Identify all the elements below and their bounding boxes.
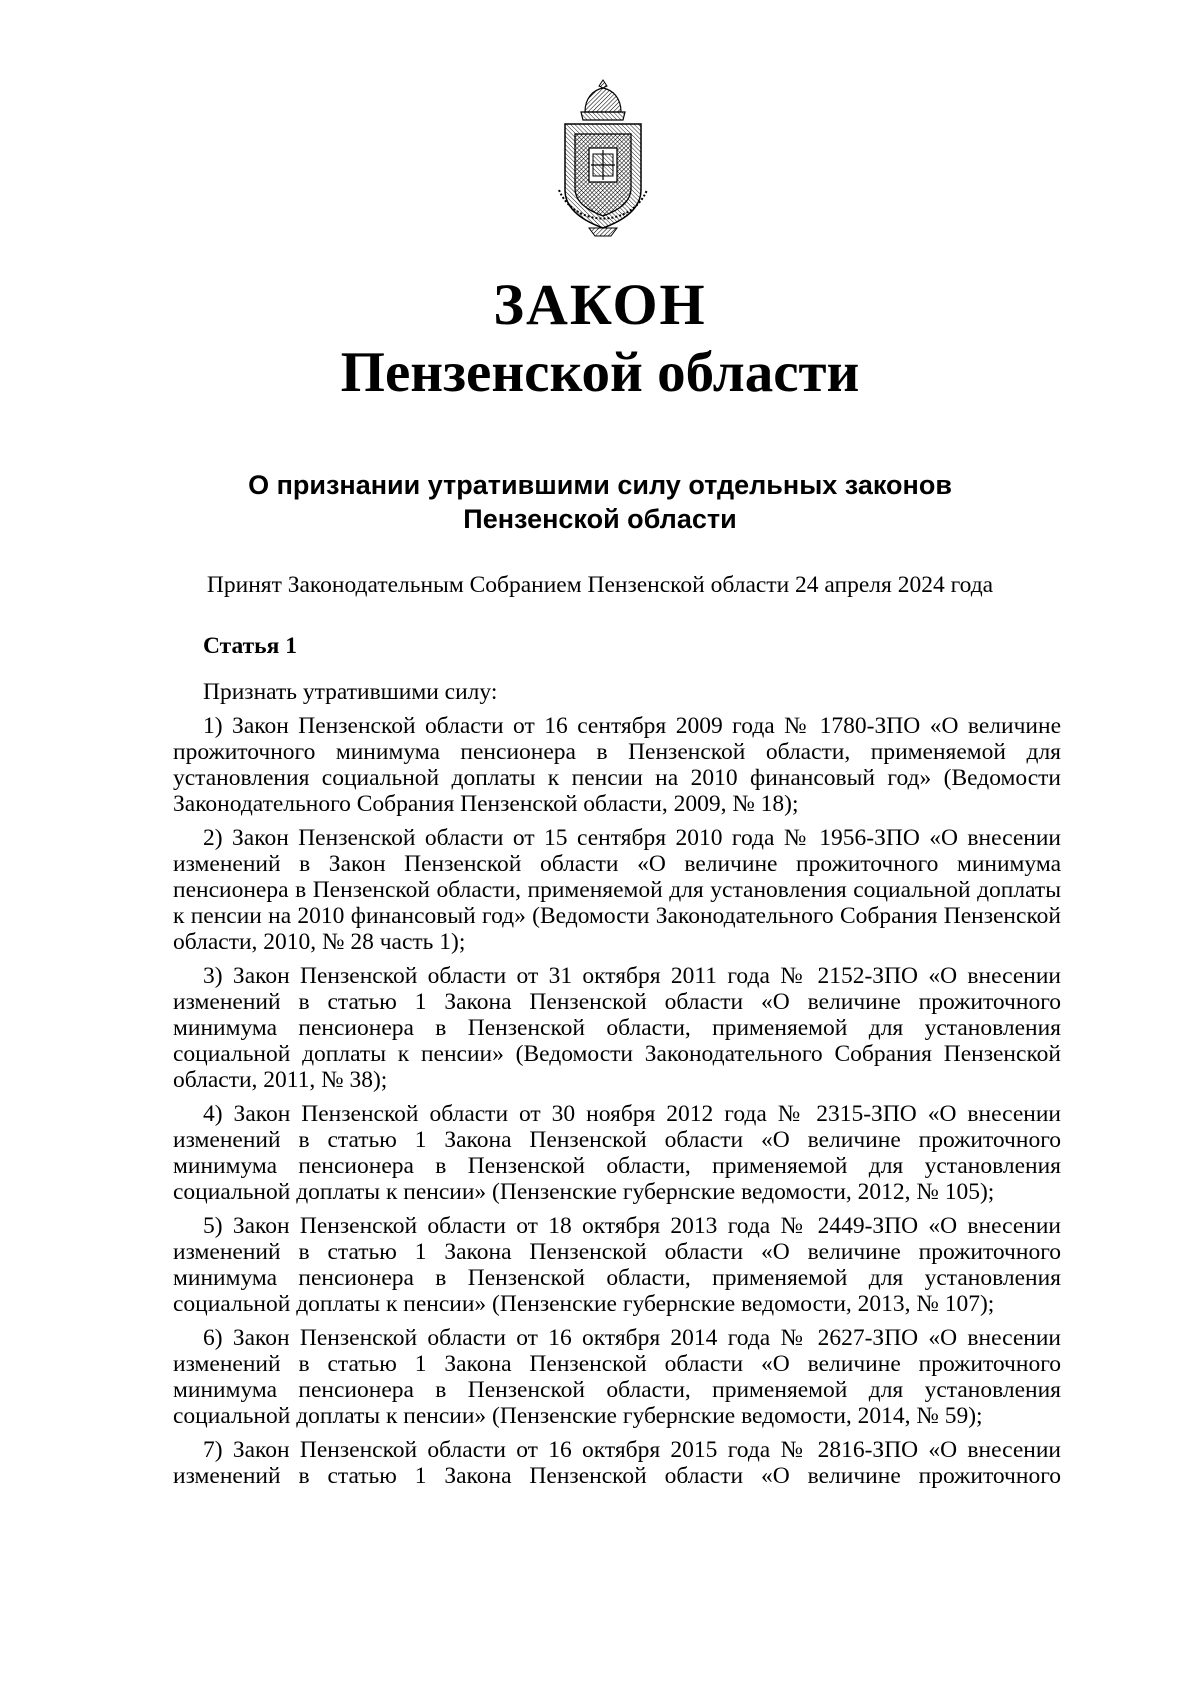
article-list-item: 3) Закон Пензенской области от 31 октября 2011 года № 2152-ЗПО «О внесении изменений в статью 1 Закона Пензенской области «О величине прожиточного минимума пенсионера в Пензенской области, применяемой для установления социальной доплаты к пенсии» (Ведомости Законодательного Собрания Пензенской области, 2011, № 38); bbox=[173, 963, 1061, 1093]
article-heading: Статья 1 bbox=[203, 633, 297, 659]
law-subject-line: Пензенской области bbox=[463, 504, 737, 534]
article-body bbox=[173, 633, 1061, 1497]
coat-of-arms-icon bbox=[545, 78, 661, 238]
law-subject bbox=[0, 468, 1200, 536]
law-region-title: Пензенской области bbox=[340, 341, 860, 404]
article-list-item: 2) Закон Пензенской области от 15 сентября 2010 года № 1956-ЗПО «О внесении изменений в Закон Пензенской области «О величине прожиточного минимума пенсионера в Пензенской области, применяемой для установления социальной доплаты к пенсии на 2010 финансовый год» (Ведомости Законодательного Собрания Пензенской области, 2010, № 28 часть 1); bbox=[173, 825, 1061, 955]
article-list-item: 7) Закон Пензенской области от 16 октября 2015 года № 2816-ЗПО «О внесении изменений в статью 1 Закона Пензенской области «О величине прожиточного bbox=[173, 1437, 1061, 1489]
law-subject-line: О признании утратившими силу отдельных законов bbox=[248, 470, 952, 500]
article-list-item: 5) Закон Пензенской области от 18 октября 2013 года № 2449-ЗПО «О внесении изменений в статью 1 Закона Пензенской области «О величине прожиточного минимума пенсионера в Пензенской области, применяемой для установления социальной доплаты к пенсии» (Пензенские губернские ведомости, 2013, № 107); bbox=[173, 1213, 1061, 1317]
adoption-statement: Принят Законодательным Собранием Пензенской области 24 апреля 2024 года bbox=[206, 572, 994, 598]
article-list-item: 1) Закон Пензенской области от 16 сентября 2009 года № 1780-ЗПО «О величине прожиточного минимума пенсионера в Пензенской области, применяемой для установления социальной доплаты к пенсии на 2010 финансовый год» (Ведомости Законодательного Собрания Пензенской области, 2009, № 18); bbox=[173, 713, 1061, 817]
article-list-item: 4) Закон Пензенской области от 30 ноября 2012 года № 2315-ЗПО «О внесении изменений в статью 1 Закона Пензенской области «О величине прожиточного минимума пенсионера в Пензенской области, применяемой для установления социальной доплаты к пенсии» (Пензенские губернские ведомости, 2012, № 105); bbox=[173, 1101, 1061, 1205]
article-list-item: 6) Закон Пензенской области от 16 октября 2014 года № 2627-ЗПО «О внесении изменений в статью 1 Закона Пензенской области «О величине прожиточного минимума пенсионера в Пензенской области, применяемой для установления социальной доплаты к пенсии» (Пензенские губернские ведомости, 2014, № 59); bbox=[173, 1325, 1061, 1429]
article-intro: Признать утратившими силу: bbox=[203, 679, 498, 705]
law-title: ЗАКОН bbox=[493, 272, 707, 337]
